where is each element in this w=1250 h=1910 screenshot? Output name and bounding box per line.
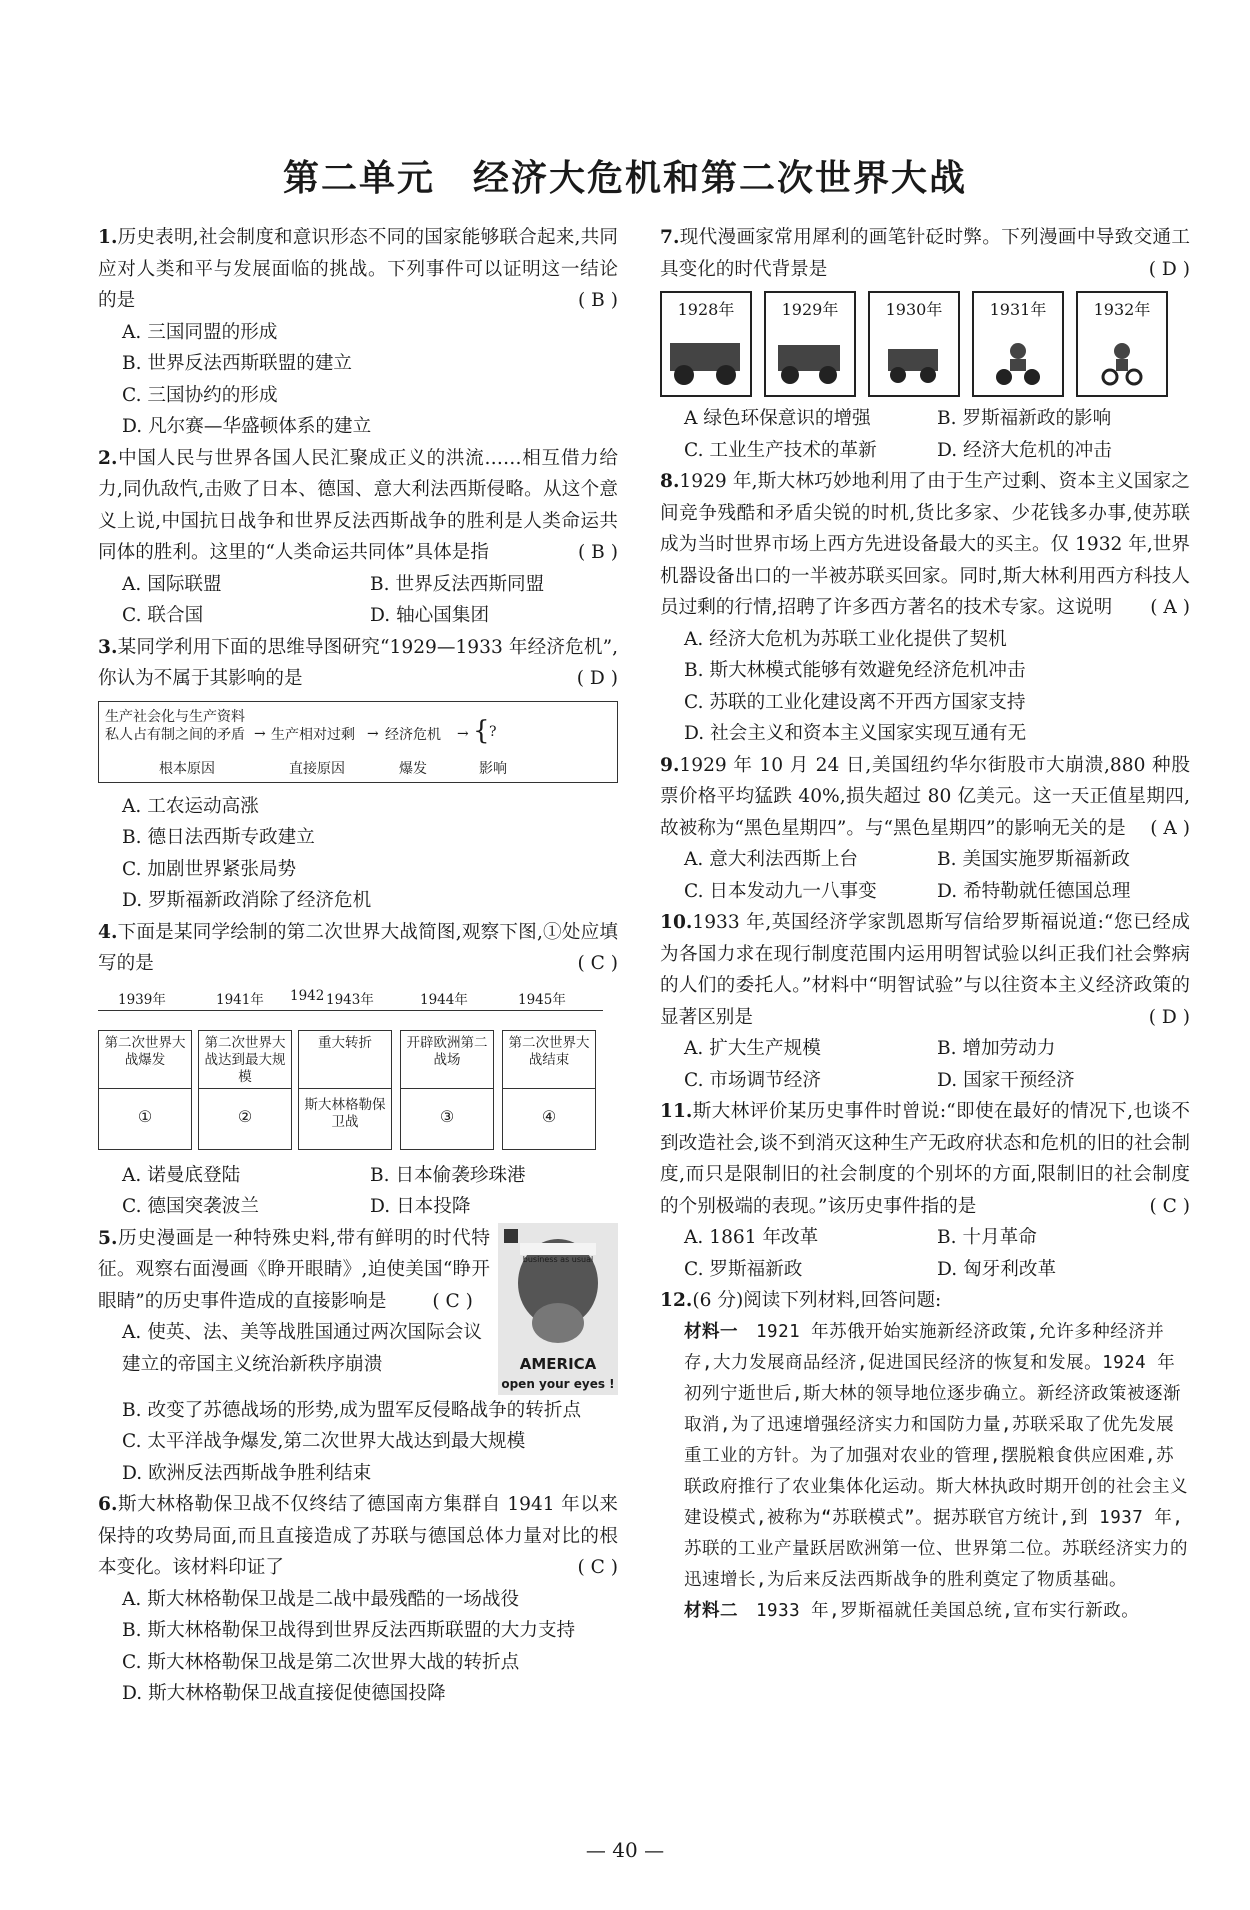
material-text: 1933 年,罗斯福就任美国总统,宣布实行新政。 — [756, 1600, 1140, 1621]
option-row — [660, 403, 1190, 435]
option: A. 扩大生产规模 — [684, 1038, 821, 1059]
option: D. 欧洲反法西斯战争胜利结束 — [122, 1462, 372, 1484]
option-row — [98, 569, 618, 601]
option-row — [98, 600, 618, 632]
mind-map-label: 根本原因 — [159, 760, 215, 777]
option: A. 意大利法西斯上台 — [684, 849, 858, 870]
question-stem: 某同学利用下面的思维导图研究“1929—1933 年经济危机”,你认为不属于其影响的是 — [98, 636, 618, 689]
timeline-box-top: 第二次世界大战爆发 — [99, 1031, 191, 1089]
option: C. 加剧世界紧张局势 — [122, 858, 297, 880]
poster-caption: business as usual — [522, 1254, 594, 1264]
timeline-year: 1945年 — [518, 991, 566, 1008]
timeline-box-bottom: ① — [137, 1106, 153, 1126]
question-stem: 1929 年 10 月 24 日,美国纽约华尔街股市大崩溃,880 种股票价格平均猛跌 40%,损失超过 80 亿美元。这一天正值星期四,故被称为“黑色星期四”。与“黑色星期四”的影响无关的是 — [660, 754, 1190, 839]
material-label: 材料二 — [684, 1600, 738, 1621]
timeline-box-bottom: ④ — [541, 1106, 557, 1126]
option: D. 凡尔赛—华盛顿体系的建立 — [122, 416, 372, 437]
question-9 — [660, 750, 1190, 845]
mind-map-label: 影响 — [479, 760, 507, 777]
question-stem: 1929 年,斯大林巧妙地利用了由于生产过剩、资本主义国家之间竞争残酷和矛盾尖锐的时机,货比多家、少花钱多办事,使苏联成为当时世界市场上西方先进设备最大的买主。仅 1932 年,世界机器设备出口的一半被苏联买回家。同时,斯大林利用西方科技人员过剩的行情,招聘了许多西方著名的技术专家。这说明 — [660, 471, 1190, 618]
material-1 — [660, 1317, 1190, 1596]
option: B. 斯大林模式能够有效避免经济危机冲击 — [684, 660, 1026, 681]
timeline-year: 1944年 — [420, 991, 468, 1008]
answer: ( D ) — [1148, 258, 1190, 280]
timeline-box-bottom: 斯大林格勒保卫战 — [304, 1096, 386, 1130]
answer: ( C ) — [432, 1290, 473, 1312]
option: C. 市场调节经济 — [684, 1069, 821, 1091]
option: A. 工农运动高涨 — [122, 795, 259, 817]
question-6 — [98, 1489, 618, 1584]
option: D. 罗斯福新政消除了经济危机 — [122, 890, 372, 911]
timeline-axis — [98, 1010, 603, 1011]
option: C. 斯大林格勒保卫战是第二次世界大战的转折点 — [122, 1651, 520, 1673]
option: B. 世界反法西斯联盟的建立 — [122, 353, 353, 374]
mind-map-node: 生产相对过剩 — [271, 726, 355, 743]
option-row — [660, 844, 1190, 876]
timeline-box-bottom: ③ — [439, 1106, 455, 1126]
cartoon-year: 1930年 — [885, 300, 943, 319]
option-row — [660, 435, 1190, 467]
question-number: 7. — [660, 227, 680, 248]
option: D. 国家干预经济 — [937, 1069, 1075, 1091]
question-stem: 1933 年,英国经济学家凯恩斯写信给罗斯福说道:“您已经成为各国力求在现行制度范围内运用明智试验以纠正我们社会弊病的人们的委托人。”材料中“明智试验”与以往资本主义经济政策的显著区别是 — [660, 912, 1190, 1028]
cartoon-year: 1931年 — [989, 300, 1047, 319]
option: A. 诺曼底登陆 — [122, 1164, 241, 1186]
america-open-your-eyes-poster — [498, 1223, 618, 1395]
option-row — [98, 1160, 618, 1192]
option: B. 斯大林格勒保卫战得到世界反法西斯联盟的大力支持 — [122, 1620, 576, 1641]
mind-map-node: 私人占有制之间的矛盾 — [105, 726, 245, 743]
left-column — [98, 222, 618, 1710]
mind-map-node: 经济危机 — [385, 726, 441, 743]
material-text: 1921 年苏俄开始实施新经济政策,允许多种经济并存,大力发展商品经济,促进国民经济的恢复和发展。1924 年初列宁逝世后,斯大林的领导地位逐步确立。新经济政策被逐渐取消,为了迅速增强经济实力和国防力量,苏联采取了优先发展重工业的方针。为了加强对农业的管理,摆脱粮食供应困难,苏联政府推行了农业集体化运动。斯大林执政时期开创的社会主义建设模式,被称为“苏联模式”。据苏联官方统计,到 1937 年,苏联的工业产量跃居欧洲第一位、世界第二位。苏联经济实力的迅速增长,为后来反法西斯战争的胜利奠定了物质基础。 — [684, 1321, 1188, 1590]
timeline-box-top: 开辟欧洲第二战场 — [401, 1031, 493, 1089]
material-2 — [660, 1596, 1190, 1627]
timeline-year: 1943年 — [326, 991, 374, 1008]
option-row — [660, 1254, 1190, 1286]
answer: ( C ) — [1149, 1195, 1190, 1217]
option: C. 工业生产技术的革新 — [684, 439, 877, 461]
answer: ( B ) — [578, 290, 618, 311]
option: D. 匈牙利改革 — [937, 1258, 1057, 1280]
cartoon-panel — [972, 291, 1064, 397]
option: B. 世界反法西斯同盟 — [370, 573, 545, 595]
question-number: 11. — [660, 1101, 693, 1122]
option: D. 轴心国集团 — [370, 605, 490, 626]
option: C. 罗斯福新政 — [684, 1258, 803, 1280]
question-10 — [660, 907, 1190, 1033]
option: C. 太平洋战争爆发,第二次世界大战达到最大规模 — [122, 1431, 526, 1452]
option: B. 日本偷袭珍珠港 — [370, 1164, 526, 1186]
cartoon-year: 1932年 — [1093, 300, 1151, 319]
option-row — [98, 1191, 618, 1223]
mind-map-label: 爆发 — [399, 760, 427, 777]
timeline-year: 1939年 — [118, 991, 166, 1008]
question-2 — [98, 443, 618, 569]
timeline-year: 1942 — [290, 987, 325, 1004]
poster-caption: AMERICA — [519, 1354, 597, 1373]
question-number: 4. — [98, 921, 118, 943]
answer: ( A ) — [1150, 817, 1190, 839]
mind-map-label: 直接原因 — [289, 760, 345, 777]
mind-map-node: ? — [489, 723, 497, 740]
question-number: 2. — [98, 447, 118, 469]
option: A. 1861 年改革 — [684, 1227, 819, 1248]
question-number: 1. — [98, 227, 118, 248]
question-5 — [98, 1223, 618, 1395]
question-stem: 下面是某同学绘制的第二次世界大战简图,观察下图,①处应填写的是 — [98, 921, 618, 974]
option: D. 社会主义和资本主义国家实现互通有无 — [684, 723, 1027, 744]
question-number: 6. — [98, 1494, 118, 1515]
option: A. 国际联盟 — [122, 573, 222, 595]
timeline-year: 1941年 — [216, 991, 264, 1008]
option: C. 三国协约的形成 — [122, 384, 278, 406]
cartoon-panel — [1076, 291, 1168, 397]
timeline-box — [98, 1030, 192, 1150]
cartoon-panel — [764, 291, 856, 397]
timeline-box-bottom: ② — [237, 1106, 253, 1126]
question-8 — [660, 466, 1190, 624]
question-4 — [98, 917, 618, 980]
question-stem: 斯大林格勒保卫战不仅终结了德国南方集群自 1941 年以来保持的攻势局面,而且直接造成了苏联与德国总体力量对比的根本变化。该材料印证了 — [98, 1494, 618, 1578]
option: C. 联合国 — [122, 605, 204, 626]
ww2-timeline — [98, 986, 618, 1156]
question-number: 8. — [660, 471, 680, 492]
timeline-box-top: 重大转折 — [299, 1031, 391, 1089]
option: B. 改变了苏德战场的形势,成为盟军反侵略战争的转折点 — [122, 1399, 582, 1421]
option: C. 德国突袭波兰 — [122, 1196, 259, 1217]
question-stem: 斯大林评价某历史事件时曾说:“即使在最好的情况下,也谈不到改造社会,谈不到消灭这种生产无政府状态和危机的旧的社会制度,而只是限制旧的社会制度的个别坏的方面,限制旧的社会制度的个别极端的表现。”该历史事件指的是 — [660, 1101, 1190, 1217]
question-1 — [98, 222, 618, 317]
option: B. 罗斯福新政的影响 — [937, 408, 1112, 429]
option: C. 日本发动九一八事变 — [684, 880, 877, 902]
answer: ( D ) — [576, 668, 618, 689]
timeline-box-top: 第二次世界大战达到最大规模 — [199, 1031, 291, 1089]
option: A. 斯大林格勒保卫战是二战中最残酷的一场战役 — [122, 1588, 520, 1610]
question-stem: 历史表明,社会制度和意识形态不同的国家能够联合起来,共同应对人类和平与发展面临的挑战。下列事件可以证明这一结论的是 — [98, 227, 618, 311]
cartoon-panel — [868, 291, 960, 397]
timeline-box-top: 第二次世界大战结束 — [503, 1031, 595, 1089]
option: A. 三国同盟的形成 — [122, 321, 278, 343]
option: A 绿色环保意识的增强 — [684, 408, 871, 429]
answer: ( B ) — [578, 542, 618, 563]
option: A. 经济大危机为苏联工业化提供了契机 — [684, 628, 1007, 650]
question-number: 3. — [98, 636, 118, 658]
mind-map-node: 生产社会化与生产资料 — [105, 708, 245, 725]
answer: ( C ) — [577, 953, 618, 974]
option: D. 斯大林格勒保卫战直接促使德国投降 — [122, 1683, 446, 1704]
timeline-box — [198, 1030, 292, 1150]
question-number: 9. — [660, 754, 680, 776]
answer: ( D ) — [1148, 1006, 1190, 1028]
poster-caption: open your eyes ! — [501, 1376, 615, 1391]
page-title: 第二单元 经济大危机和第二次世界大战 — [282, 158, 967, 199]
question-stem: 中国人民与世界各国人民汇聚成正义的洪流……相互借力给力,同仇敌忾,击败了日本、德国、意大利法西斯侵略。从这个意义上说,中国抗日战争和世界反法西斯战争的胜利是人类命运共同体的胜利。这里的“人类命运共同体”具体是指 — [98, 447, 618, 563]
question-stem: (6 分)阅读下列材料,回答问题: — [692, 1290, 942, 1311]
timeline-box — [502, 1030, 596, 1150]
timeline-box — [400, 1030, 494, 1150]
question-12 — [660, 1285, 1190, 1317]
option-row — [660, 1222, 1190, 1254]
cartoon-year: 1928年 — [677, 300, 735, 319]
cartoon-panel — [660, 291, 752, 397]
question-number: 10. — [660, 912, 693, 933]
option: D. 希特勒就任德国总理 — [937, 880, 1131, 902]
option: A. 使英、法、美等战胜国通过两次国际会议建立的帝国主义统治新秩序崩溃 — [122, 1322, 482, 1375]
option-row — [660, 876, 1190, 908]
page-number: — 40 — — [585, 1838, 665, 1862]
option-row — [660, 1033, 1190, 1065]
timeline-box — [298, 1030, 392, 1150]
question-11 — [660, 1096, 1190, 1222]
material-label: 材料一 — [684, 1321, 738, 1342]
mind-map: 生产社会化与生产资料 私人占有制之间的矛盾 → 生产相对过剩 → 经济危机 → { ? 根本原因 直接原因 爆发 影响 — [98, 701, 618, 783]
question-number: 12. — [660, 1290, 693, 1311]
option-row — [660, 1065, 1190, 1097]
answer: ( A ) — [1150, 597, 1190, 618]
option: B. 十月革命 — [937, 1227, 1037, 1248]
option: D. 经济大危机的冲击 — [937, 439, 1112, 461]
right-column — [660, 222, 1190, 1627]
option: B. 增加劳动力 — [937, 1038, 1056, 1059]
question-number: 5. — [98, 1227, 118, 1249]
cartoon-year: 1929年 — [781, 300, 839, 319]
question-3 — [98, 632, 618, 695]
car-cartoon-strip — [660, 291, 1190, 397]
answer: ( C ) — [577, 1557, 618, 1578]
question-stem: 现代漫画家常用犀利的画笔针砭时弊。下列漫画中导致交通工具变化的时代背景是 — [660, 227, 1190, 280]
option: B. 德日法西斯专政建立 — [122, 827, 315, 848]
option: B. 美国实施罗斯福新政 — [937, 849, 1130, 870]
question-7 — [660, 222, 1190, 285]
option: C. 苏联的工业化建设离不开西方国家支持 — [684, 691, 1026, 713]
option: D. 日本投降 — [370, 1196, 471, 1217]
question-stem: 历史漫画是一种特殊史料,带有鲜明的时代特征。观察右面漫画《睁开眼睛》,迫使美国“睁开眼睛”的历史事件造成的直接影响是 — [98, 1227, 490, 1312]
